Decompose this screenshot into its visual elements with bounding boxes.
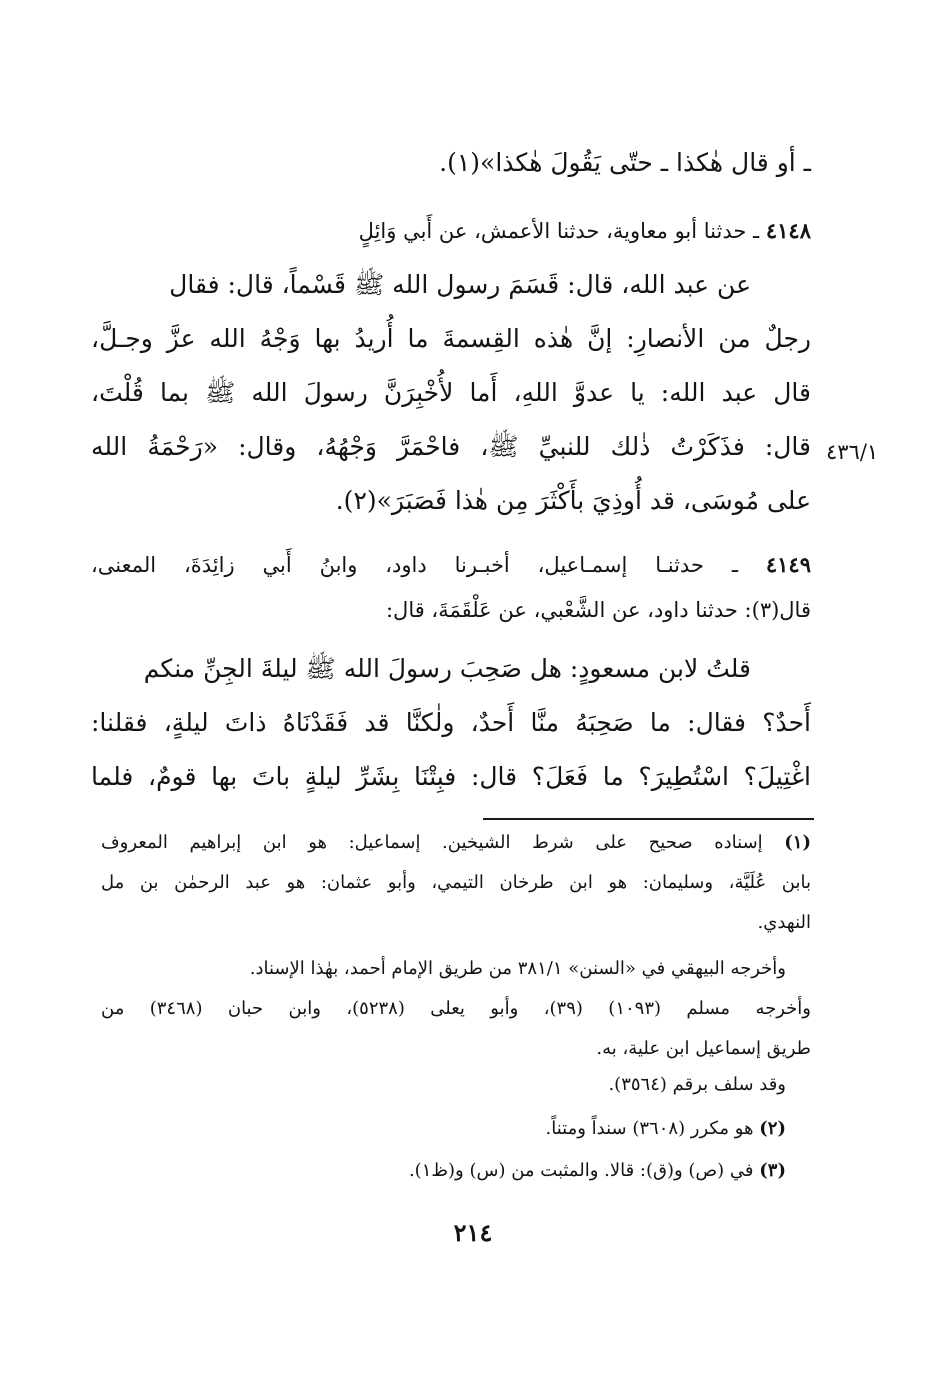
hadith-chain: ـ حدثنا أبو معاوية، حدثنا الأعمش، عن أَبي وَائِلٍ bbox=[358, 219, 760, 243]
text-line: قال عبد الله: يا عدوَّ اللهِ، أَما لأُخْبِرَنَّ رسولَ الله ﷺ بما قُلْتَ، bbox=[91, 378, 811, 407]
text-line: قال: فذَكَرْتُ ذٰلك للنبيِّ ﷺ، فاحْمَرَّ وَجْهُهُ، وقال: «رَحْمَةُ الله bbox=[91, 432, 811, 461]
hadith-chain: ـ حدثنـا إسمـاعيل، أخبـرنا داود، وابنُ أَبي زائِدَةَ، المعنى، bbox=[91, 553, 738, 577]
hadith-number: ٤١٤٨ bbox=[765, 218, 811, 243]
footnote-line: وأخرجه البيهقي في «السنن» ٣٨١/١ من طريق الإمام أحمد، بهٰذا الإسناد. bbox=[249, 958, 786, 979]
margin-volume-page-reference: ٤٣٦/١ bbox=[826, 440, 879, 464]
hadith-4148-heading bbox=[91, 218, 811, 244]
footnote-text: هو مكرر (٣٦٠٨) سنداً ومتناً. bbox=[545, 1118, 754, 1139]
text-line-continuation: ـ أو قال هٰكذا ـ حتّى يَقُولَ هٰكذا»(١). bbox=[439, 148, 811, 177]
footnote-1 bbox=[101, 832, 811, 854]
footnote-line: بابن عُلَيَّة، وسليمان: هو ابن طرخان التيمي، وأبو عثمان: هو عبد الرحمٰن بن مل bbox=[101, 872, 811, 893]
footnote-line: النهدي. bbox=[757, 912, 811, 933]
text-line: قلتُ لابن مسعودٍ: هل صَحِبَ رسولَ الله ﷺ ليلةَ الجِنِّ منكم bbox=[143, 654, 751, 683]
footnote-marker: (٣) bbox=[759, 1160, 786, 1181]
footnote-3 bbox=[96, 1160, 786, 1182]
text-line: عن عبد الله، قال: قَسَمَ رسول الله ﷺ قَسْماً، قال: فقال bbox=[169, 270, 751, 299]
footnote-text: في (ص) و(ق): قالا. والمثبت من (س) و(ظ١). bbox=[408, 1160, 754, 1181]
footnote-marker: (١) bbox=[784, 832, 811, 853]
footnote-line: طريق إسماعيل ابن علية، به. bbox=[596, 1038, 811, 1059]
page-number: ٢١٤ bbox=[453, 1218, 493, 1247]
text-line: اغْتِيلَ؟ اسْتُطِيرَ؟ ما فَعَلَ؟ قال: فبِتْنَا بِشَرِّ ليلةٍ باتَ بها قومٌ، فلما bbox=[91, 762, 811, 791]
text-line: على مُوسَى، قد أُوذِيَ بأَكْثَرَ مِن هٰذا فَصَبَرَ»(٢). bbox=[335, 486, 811, 515]
text-line: أَحدٌ؟ فقال: ما صَحِبَهُ منَّا أَحدٌ، ولٰكنَّا قد فَقَدْنَاهُ ذاتَ ليلةٍ، فقلنا: bbox=[91, 708, 811, 737]
footnote-line: وقد سلف برقم (٣٥٦٤). bbox=[608, 1074, 786, 1095]
hadith-4149-heading bbox=[91, 552, 811, 578]
hadith-chain-continuation: قال(٣): حدثنا داود، عن الشَّعْبي، عن عَلْقَمَةَ، قال: bbox=[385, 598, 811, 622]
footnote-line: وأخرجه مسلم (١٠٩٣) (٣٩)، وأبو يعلى (٥٢٣٨)، وابن حبان (٣٤٦٨) من bbox=[101, 998, 811, 1019]
footnote-text: إسناده صحيح على شرط الشيخين. إسماعيل: هو ابن إبراهيم المعروف bbox=[101, 832, 763, 853]
text-line: رجلٌ من الأنصارِ: إنَّ هٰذه القِسمةَ ما أُريدُ بها وَجْهُ الله عزَّ وجـلَّ، bbox=[91, 324, 811, 353]
footnote-2 bbox=[96, 1118, 786, 1140]
footnote-separator bbox=[483, 818, 814, 820]
footnote-marker: (٢) bbox=[759, 1118, 786, 1139]
hadith-number: ٤١٤٩ bbox=[765, 552, 811, 577]
